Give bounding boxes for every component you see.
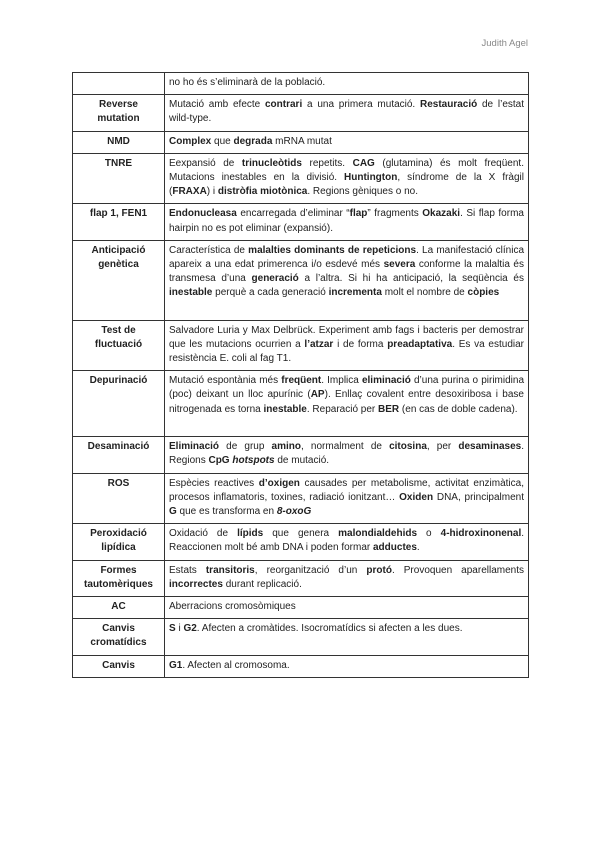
- definition-text: ). Enllaç covalent entre desoxiribosa i base nitrogenada es torna: [169, 389, 524, 415]
- definition-text: . Regions: [169, 441, 524, 467]
- table-row: [73, 371, 529, 437]
- definition-cell: [165, 320, 529, 371]
- definition-text: de grup: [219, 441, 272, 453]
- emphasis-text: generació: [251, 273, 299, 285]
- definition-text: a una primera mutació.: [302, 99, 420, 111]
- definition-text: molt el nombre de: [381, 287, 468, 299]
- definition-text: perquè a cada generació: [212, 287, 329, 299]
- definition-cell: [165, 153, 529, 204]
- definition-text: (glutamina) és molt freqüent. Mutacions inestables en la divisió.: [169, 157, 524, 183]
- definition-text: Eexpansió de: [169, 157, 242, 169]
- emphasis-text: 4-hidroxinonenal: [440, 528, 522, 540]
- definition-text: , normalment de: [301, 441, 390, 453]
- emphasis-text: severa: [383, 258, 416, 270]
- term-cell: NMD: [73, 131, 165, 153]
- table-row: [73, 655, 529, 677]
- emphasis-text: Restauració: [419, 99, 478, 111]
- definition-text: i: [175, 623, 184, 635]
- table-row: [73, 204, 529, 240]
- definition-text: Mutació espontània més: [169, 375, 282, 387]
- emphasis-text: G1: [169, 659, 183, 671]
- term-cell: Formes tautomèriques: [73, 560, 165, 596]
- definition-text: Espècies reactives: [169, 477, 259, 489]
- definition-text: . Regions gèniques o no.: [307, 186, 418, 198]
- emphasis-text: G: [169, 506, 177, 517]
- term-cell: Anticipació genètica: [73, 240, 165, 320]
- emphasis-text: incorrectes: [169, 578, 223, 590]
- definition-text: de mutació.: [274, 455, 330, 467]
- definition-text: , síndrome de la X fràgil (: [169, 171, 524, 198]
- emphasis-text: contrari: [265, 99, 303, 111]
- definition-text: , per: [426, 441, 459, 453]
- emphasis-text: d’oxigen: [258, 477, 300, 489]
- definition-text: Salvadore Luria y Max Delbrück. Experiment amb fags i bacteris per demostrar que les mutacions ocurrien a: [169, 324, 524, 350]
- definition-text: . Reaccionen molt bé amb DNA i poden formar: [169, 528, 524, 554]
- emphasis-text: desaminases: [458, 441, 522, 453]
- definition-text: Oxidació de: [169, 528, 238, 540]
- definition-cell: [165, 371, 529, 437]
- term-cell: ROS: [73, 473, 165, 524]
- table-row: [73, 619, 529, 655]
- emphasis-text: AP: [310, 389, 325, 401]
- term-cell: TNRE: [73, 153, 165, 204]
- definition-text: . Si flap forma hairpin no es pot eliminar (expansió).: [169, 208, 524, 234]
- emphasis-text: còpies: [467, 287, 500, 299]
- emphasis-text: FRAXA: [172, 186, 207, 198]
- definition-text: Estats: [169, 564, 206, 576]
- definition-text: . Provoquen aparellaments: [391, 564, 524, 576]
- definition-text: a l’altra. Si hi ha anticipació, la seqüència és: [298, 273, 524, 285]
- definition-text: . Afecten al cromosoma.: [182, 659, 290, 671]
- table-row: [73, 596, 529, 618]
- emphasis-text: 8-oxoG: [276, 506, 312, 517]
- definition-text: .: [416, 542, 420, 554]
- definition-text: , reorganització d’un: [254, 564, 367, 576]
- term-cell: Peroxidació lipídica: [73, 524, 165, 560]
- emphasis-text: inestable: [169, 287, 213, 299]
- emphasis-text: BER: [378, 403, 400, 415]
- emphasis-text: incrementa: [328, 287, 382, 299]
- emphasis-text: protó: [366, 564, 392, 576]
- emphasis-text: Eliminació: [169, 441, 220, 453]
- definition-text: ) i: [206, 186, 218, 198]
- definition-text: encarregada d’eliminar “: [236, 208, 350, 220]
- emphasis-text: l’atzar: [304, 338, 334, 350]
- table-row: [73, 73, 529, 95]
- definition-cell: [165, 473, 529, 524]
- emphasis-text: lípids: [237, 528, 264, 540]
- definition-cell: [165, 240, 529, 320]
- term-cell: Depurinació: [73, 371, 165, 437]
- emphasis-text: flap: [349, 208, 368, 220]
- table-row: [73, 473, 529, 524]
- definition-text: . Implica: [321, 375, 362, 387]
- definition-cell: [165, 73, 529, 95]
- term-cell: [73, 73, 165, 95]
- definition-cell: [165, 437, 529, 473]
- definition-cell: [165, 560, 529, 596]
- table-row: [73, 131, 529, 153]
- emphasis-text: S: [169, 623, 176, 635]
- emphasis-text: trinucleòtids: [241, 157, 302, 169]
- table-row: [73, 524, 529, 560]
- definition-text: que es transforma en: [176, 506, 277, 517]
- emphasis-text: hotspots: [232, 455, 275, 467]
- emphasis-text: CAG: [352, 157, 375, 169]
- emphasis-text: freqüent: [281, 375, 322, 387]
- definition-cell: [165, 655, 529, 677]
- term-cell: AC: [73, 596, 165, 618]
- definition-cell: [165, 131, 529, 153]
- emphasis-text: distròfia miotònica: [217, 186, 308, 198]
- definition-text: ” fragments: [367, 208, 423, 220]
- table-row: [73, 437, 529, 473]
- table-row: [73, 153, 529, 204]
- emphasis-text: G2: [183, 623, 197, 635]
- term-cell: Reverse mutation: [73, 95, 165, 131]
- table-row: [73, 560, 529, 596]
- term-cell: Test de fluctuació: [73, 320, 165, 371]
- glossary-table: [72, 72, 529, 678]
- table-row: [73, 240, 529, 320]
- emphasis-text: Okazaki: [422, 208, 461, 220]
- definition-text: DNA, principalment: [433, 491, 525, 503]
- emphasis-text: inestable: [263, 403, 307, 415]
- emphasis-text: Oxiden: [399, 491, 434, 503]
- definition-cell: [165, 619, 529, 655]
- emphasis-text: transitoris: [205, 564, 255, 576]
- definition-text: no ho és s’eliminarà de la població.: [169, 77, 326, 88]
- emphasis-text: Endonucleasa: [169, 208, 237, 220]
- emphasis-text: malondialdehids: [338, 528, 418, 540]
- definition-text: que: [211, 135, 234, 147]
- definition-text: que genera: [263, 528, 339, 540]
- definition-cell: [165, 596, 529, 618]
- definition-text: . Es va estudiar resistència E. coli al fag T1.: [169, 338, 525, 365]
- emphasis-text: preadaptativa: [387, 338, 453, 350]
- emphasis-text: malalties dominants de repeticions: [248, 244, 417, 256]
- definition-text: mRNA mutat: [272, 135, 332, 147]
- emphasis-text: adductes: [373, 542, 417, 554]
- emphasis-text: Complex: [169, 135, 212, 147]
- term-cell: flap 1, FEN1: [73, 204, 165, 240]
- definition-text: durant replicació.: [222, 578, 302, 590]
- definition-text: Aberracions cromosòmiques: [169, 600, 296, 612]
- term-cell: Canvis: [73, 655, 165, 677]
- emphasis-text: eliminació: [361, 375, 411, 387]
- definition-text: d’una purina o pirimidina (poc) deixant un lloc apurínic (: [169, 375, 525, 401]
- definition-text: Mutació amb efecte: [169, 99, 265, 111]
- definition-text: . La manifestació clínica apareix a una edat primerenca i/o esdevé més: [169, 244, 525, 270]
- table-row: [73, 320, 529, 371]
- definition-text: . Reparació per: [306, 403, 379, 415]
- definition-text: causades per metabolisme, activitat enzimàtica, procesos inflamatoris, toxines, radiació ionitzant…: [169, 477, 524, 503]
- definition-text: i de forma: [333, 338, 388, 350]
- header-author: Judith Agel: [481, 38, 528, 49]
- definition-text: conforme la malaltia és transmesa d’una: [169, 258, 524, 285]
- emphasis-text: citosina: [389, 441, 427, 453]
- definition-text: . Afecten a cromàtides. Isocromatídics si afecten a les dues.: [196, 623, 463, 635]
- definition-cell: [165, 95, 529, 131]
- definition-cell: [165, 204, 529, 240]
- definition-text: o: [417, 528, 441, 540]
- table-row: [73, 95, 529, 131]
- definition-text: (en cas de doble cadena).: [399, 403, 518, 415]
- emphasis-text: CpG: [208, 455, 233, 467]
- definition-text: repetits.: [301, 157, 353, 169]
- definition-text: Característica de: [169, 244, 249, 256]
- emphasis-text: Huntington: [344, 171, 398, 183]
- term-cell: Canvis cromatídics: [73, 619, 165, 655]
- emphasis-text: degrada: [233, 135, 273, 147]
- definition-text: de l’estat wild-type.: [169, 99, 525, 125]
- term-cell: Desaminació: [73, 437, 165, 473]
- emphasis-text: amino: [271, 441, 301, 453]
- definition-cell: [165, 524, 529, 560]
